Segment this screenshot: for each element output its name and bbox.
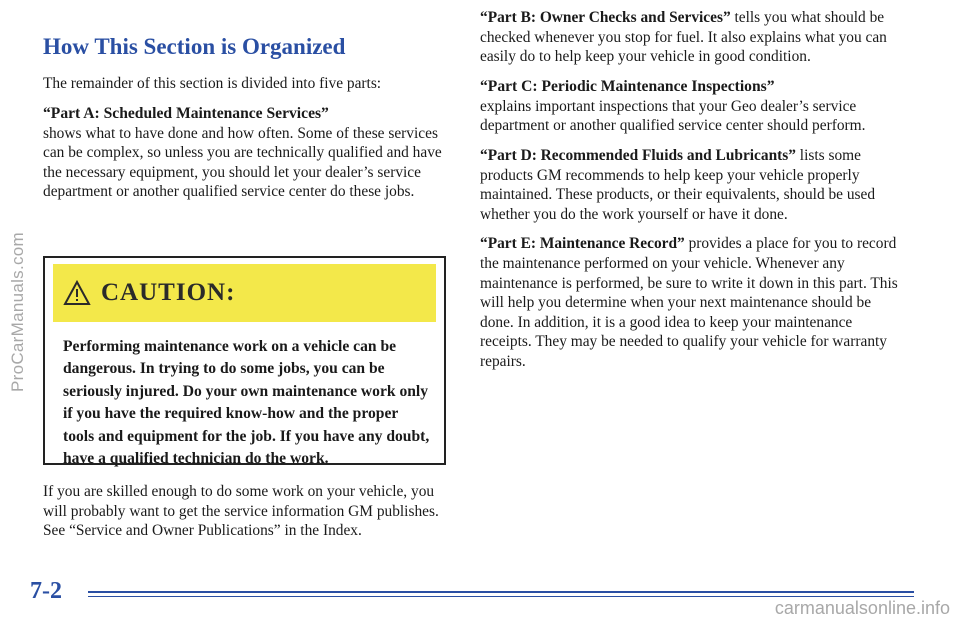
warning-triangle-icon (63, 279, 91, 307)
watermark-left (4, 0, 32, 624)
part-c-title: “Part C: Periodic Maintenance Inspections” (480, 77, 775, 95)
footer-rule-thin (88, 596, 914, 597)
part-b-body: tells you what should be checked whenever you stop for fuel. It also explains what you can easily do to help keep your vehicle in good condition. (480, 9, 887, 66)
after-caution-text: If you are skilled enough to do some work on your vehicle, you will probably want to get the service information GM publishes. See “Service and Owner Publications” in the Index. (43, 483, 439, 540)
left-column (43, 32, 463, 212)
caution-box (43, 256, 446, 468)
part-b-paragraph (480, 8, 900, 67)
caution-title: CAUTION: (101, 279, 236, 306)
section-heading: How This Section is Organized (43, 34, 346, 59)
part-e-title: “Part E: Maintenance Record” (480, 235, 685, 253)
part-b-title: “Part B: Owner Checks and Services” (480, 9, 731, 26)
caution-body: Performing maintenance work on a vehicle can be dangerous. In trying to do some jobs, you can be seriously injured. Do your own maintenance work only if you have the required know-how and the proper tools and equipment for the job. If you have any doubt, have a qualified technician do the work. (63, 338, 430, 468)
after-caution-section (43, 482, 443, 541)
part-e-body: provides a place for you to record the maintenance performed on your vehicle. Whenever any maintenance is performed, be sure to write it down in this part. This will help you determine when your next maintenance should be done. In addition, it is a good idea to keep your maintenance receipts. They may be needed to qualify your vehicle for warranty repairs. (480, 235, 898, 370)
page-footer (30, 578, 900, 608)
page-number: 7-2 (30, 578, 62, 604)
part-c-body: explains important inspections that your Geo dealer’s service department or another qualified service center should perform. (480, 97, 866, 135)
right-column (480, 8, 900, 382)
part-a-body: shows what to have done and how often. Some of these services can be complex, so unless you are technically qualified and have the necessary equipment, you should let your dealer’s service department or another qualified service center do these jobs. (43, 124, 442, 201)
part-d-paragraph (480, 146, 900, 224)
footer-rule (88, 591, 914, 593)
caution-banner (53, 264, 436, 322)
watermark-bottom: carmanualsonline.info (774, 598, 950, 618)
watermark-left-text: ProCarManuals.com (8, 231, 28, 393)
intro-text: The remainder of this section is divided into five parts: (43, 75, 382, 92)
part-d-title: “Part D: Recommended Fluids and Lubricants” (480, 146, 796, 164)
part-a-title: “Part A: Scheduled Maintenance Services” (43, 104, 329, 122)
part-e-paragraph (480, 234, 900, 371)
part-d-body: lists some products GM recommends to help keep your vehicle properly maintained. These products, or their equivalents, should be used whether you do the work yourself or have it done. (480, 146, 876, 223)
